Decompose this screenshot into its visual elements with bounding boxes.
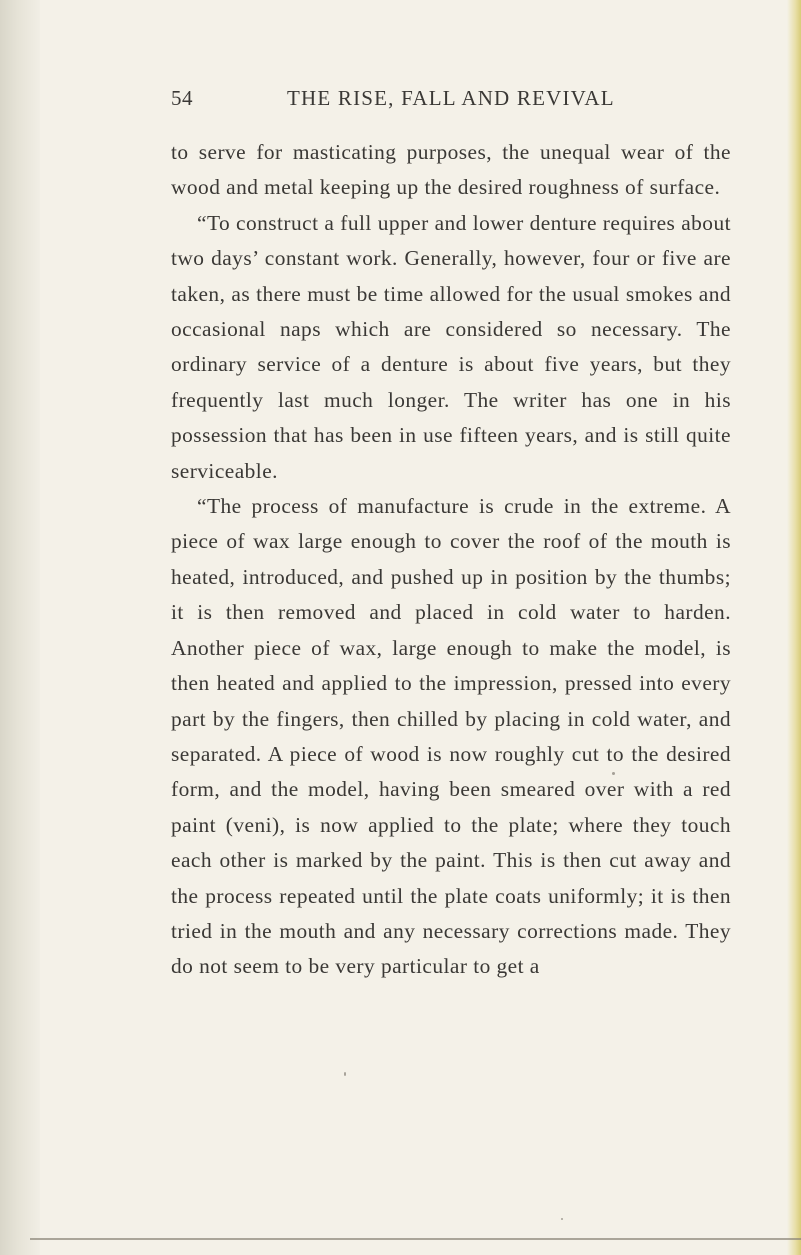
paragraph: to serve for masticating purposes, the unequal wear of the wood and metal keeping up the desired roughness of surface. [171, 140, 731, 200]
ink-speck [612, 772, 615, 775]
ink-speck [344, 1072, 346, 1076]
running-title: THE RISE, FALL AND REVIVAL [287, 86, 615, 110]
body-text [171, 135, 731, 985]
page-number: 54 [171, 86, 193, 110]
running-head [171, 86, 731, 116]
page-gutter [0, 0, 40, 1255]
paragraph: “The process of manufacture is crude in the extreme. A piece of wax large enough to cover the roof of the mouth is heated, introduced, and pushed up in position by the thumbs; it is then removed and placed in cold water to harden. Another piece of wax, large enough to make the model, is then heated and applied to the impression, pressed into every part by the fingers, then chilled by placing in cold water, and separated. A piece of wood is now roughly cut to the desired form, and the model, having been smeared over with a red paint (veni), is now applied to the plate; where they touch each other is marked by the paint. This is then cut away and the process repeated until the plate coats uniformly; it is then tried in the mouth and any necessary corrections made. They do not seem to be very particular to get a [171, 494, 731, 979]
ink-speck [561, 1218, 563, 1220]
page-bottom-edge [30, 1238, 801, 1240]
page-edge [787, 0, 801, 1255]
paragraph: “To construct a full upper and lower denture requires about two days’ constant work. Generally, however, four or five are taken, as there must be time allowed for the usual smokes and occasional naps which are considered so necessary. The ordinary service of a denture is about five years, but they frequently last much longer. The writer has one in his possession that has been in use fifteen years, and is still quite serviceable. [171, 210, 731, 483]
